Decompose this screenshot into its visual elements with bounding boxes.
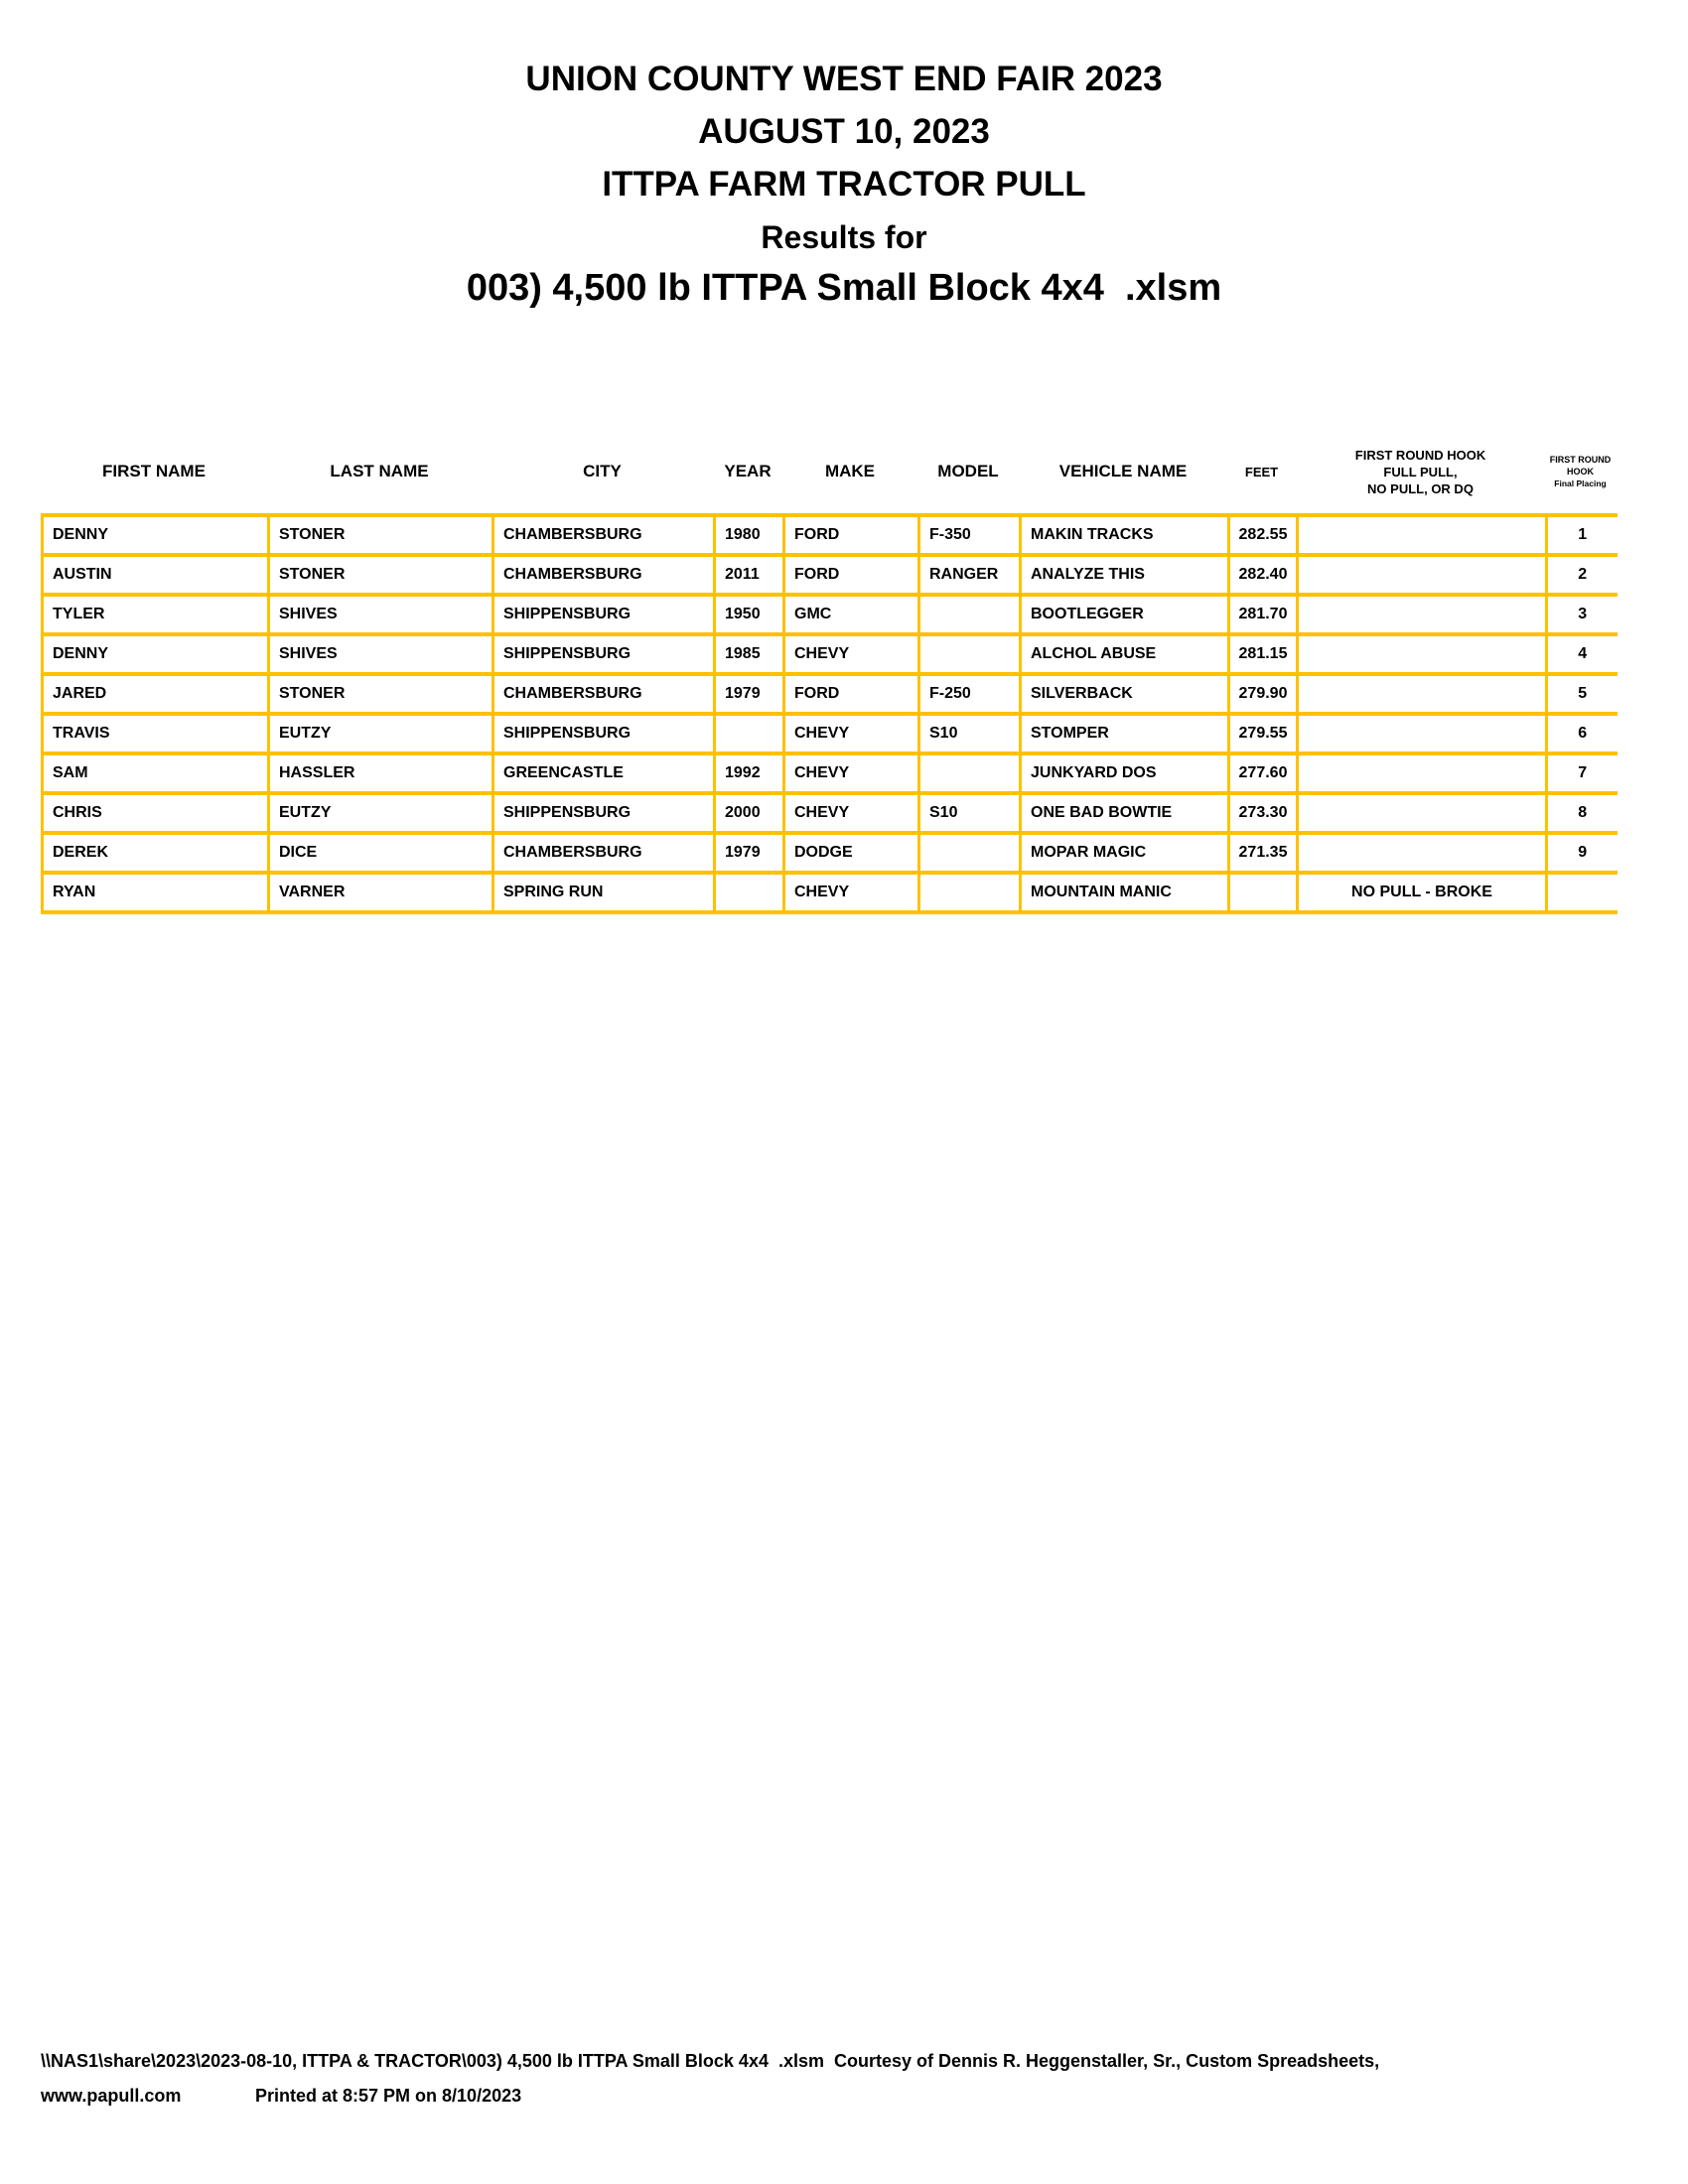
table-row bbox=[43, 595, 1618, 634]
cell-feet: 282.40 bbox=[1229, 555, 1298, 595]
cell-first-name: CHRIS bbox=[43, 793, 269, 833]
cell-city: SHIPPENSBURG bbox=[493, 595, 715, 634]
cell-final-placing: 8 bbox=[1547, 793, 1618, 833]
cell-model: S10 bbox=[919, 793, 1021, 833]
cell-last-name: SHIVES bbox=[269, 595, 493, 634]
cell-final-placing: 4 bbox=[1547, 634, 1618, 674]
cell-first-name: RYAN bbox=[43, 873, 269, 912]
event-date: AUGUST 10, 2023 bbox=[698, 112, 990, 151]
cell-year: 2011 bbox=[715, 555, 784, 595]
cell-vehicle-name: ANALYZE THIS bbox=[1021, 555, 1229, 595]
cell-feet bbox=[1229, 873, 1298, 912]
event-title: UNION COUNTY WEST END FAIR 2023 bbox=[525, 60, 1163, 98]
cell-first-name: TRAVIS bbox=[43, 714, 269, 753]
cell-vehicle-name: MOPAR MAGIC bbox=[1021, 833, 1229, 873]
cell-feet: 273.30 bbox=[1229, 793, 1298, 833]
cell-first-name: SAM bbox=[43, 753, 269, 793]
results-section bbox=[41, 435, 1616, 914]
cell-last-name: HASSLER bbox=[269, 753, 493, 793]
cell-vehicle-name: MOUNTAIN MANIC bbox=[1021, 873, 1229, 912]
cell-make: FORD bbox=[784, 674, 919, 714]
cell-final-placing: 1 bbox=[1547, 515, 1618, 555]
table-row bbox=[43, 555, 1618, 595]
cell-first-round-hook bbox=[1298, 515, 1547, 555]
cell-city: CHAMBERSBURG bbox=[493, 833, 715, 873]
column-header-make: MAKE bbox=[824, 462, 876, 480]
cell-feet: 271.35 bbox=[1229, 833, 1298, 873]
cell-year: 2000 bbox=[715, 793, 784, 833]
cell-year: 1980 bbox=[715, 515, 784, 555]
cell-make: FORD bbox=[784, 515, 919, 555]
cell-vehicle-name: SILVERBACK bbox=[1021, 674, 1229, 714]
cell-vehicle-name: ALCHOL ABUSE bbox=[1021, 634, 1229, 674]
column-header-city: CITY bbox=[583, 462, 622, 480]
cell-vehicle-name: MAKIN TRACKS bbox=[1021, 515, 1229, 555]
cell-model: F-250 bbox=[919, 674, 1021, 714]
column-header-first-name: FIRST NAME bbox=[102, 462, 206, 480]
cell-city: SHIPPENSBURG bbox=[493, 793, 715, 833]
class-title: 003) 4,500 lb ITTPA Small Block 4x4 .xlsm bbox=[466, 267, 1222, 309]
column-header-final-placing bbox=[1545, 454, 1616, 489]
cell-last-name: STONER bbox=[269, 515, 493, 555]
cell-city: GREENCASTLE bbox=[493, 753, 715, 793]
first-round-hook-label-line2: FULL PULL, bbox=[1383, 464, 1458, 479]
cell-first-round-hook bbox=[1298, 753, 1547, 793]
cell-year: 1985 bbox=[715, 634, 784, 674]
cell-year bbox=[715, 873, 784, 912]
column-header-first-round-hook bbox=[1296, 447, 1545, 497]
cell-make: CHEVY bbox=[784, 873, 919, 912]
cell-make: CHEVY bbox=[784, 793, 919, 833]
cell-make: CHEVY bbox=[784, 753, 919, 793]
cell-city: SHIPPENSBURG bbox=[493, 714, 715, 753]
final-placing-label-line2: HOOK bbox=[1567, 467, 1594, 477]
cell-first-round-hook bbox=[1298, 714, 1547, 753]
cell-first-name: TYLER bbox=[43, 595, 269, 634]
cell-last-name: VARNER bbox=[269, 873, 493, 912]
website-text: www.papull.com bbox=[41, 2086, 182, 2106]
column-header-vehicle-name: VEHICLE NAME bbox=[1058, 462, 1188, 480]
table-row bbox=[43, 634, 1618, 674]
cell-first-round-hook bbox=[1298, 595, 1547, 634]
first-round-hook-label-line3: NO PULL, OR DQ bbox=[1367, 480, 1474, 496]
cell-last-name: STONER bbox=[269, 555, 493, 595]
cell-make: CHEVY bbox=[784, 714, 919, 753]
cell-final-placing: 5 bbox=[1547, 674, 1618, 714]
cell-model bbox=[919, 595, 1021, 634]
cell-last-name: STONER bbox=[269, 674, 493, 714]
printed-timestamp: Printed at 8:57 PM on 8/10/2023 bbox=[255, 2086, 522, 2106]
table-row bbox=[43, 793, 1618, 833]
cell-make: FORD bbox=[784, 555, 919, 595]
pull-title: ITTPA FARM TRACTOR PULL bbox=[602, 165, 1086, 204]
table-row bbox=[43, 753, 1618, 793]
cell-model: S10 bbox=[919, 714, 1021, 753]
cell-city: SPRING RUN bbox=[493, 873, 715, 912]
cell-first-round-hook bbox=[1298, 634, 1547, 674]
table-row bbox=[43, 833, 1618, 873]
column-header-feet: FEET bbox=[1244, 464, 1279, 479]
cell-make: CHEVY bbox=[784, 634, 919, 674]
first-round-hook-label-line1: FIRST ROUND HOOK bbox=[1354, 447, 1486, 463]
cell-model: RANGER bbox=[919, 555, 1021, 595]
cell-final-placing: 7 bbox=[1547, 753, 1618, 793]
cell-first-name: DENNY bbox=[43, 634, 269, 674]
cell-city: CHAMBERSBURG bbox=[493, 674, 715, 714]
column-header-year: YEAR bbox=[724, 462, 772, 480]
cell-first-round-hook bbox=[1298, 793, 1547, 833]
cell-model bbox=[919, 873, 1021, 912]
cell-year: 1950 bbox=[715, 595, 784, 634]
cell-vehicle-name: JUNKYARD DOS bbox=[1021, 753, 1229, 793]
cell-feet: 279.55 bbox=[1229, 714, 1298, 753]
table-row bbox=[43, 714, 1618, 753]
cell-final-placing bbox=[1547, 873, 1618, 912]
cell-first-name: JARED bbox=[43, 674, 269, 714]
cell-first-round-hook: NO PULL - BROKE bbox=[1298, 873, 1547, 912]
cell-feet: 277.60 bbox=[1229, 753, 1298, 793]
cell-final-placing: 2 bbox=[1547, 555, 1618, 595]
column-header-model: MODEL bbox=[937, 462, 999, 480]
cell-last-name: SHIVES bbox=[269, 634, 493, 674]
cell-first-round-hook bbox=[1298, 833, 1547, 873]
cell-final-placing: 3 bbox=[1547, 595, 1618, 634]
final-placing-label-line3: Final Placing bbox=[1554, 478, 1607, 488]
file-path-credit: \\NAS1\share\2023\2023-08-10, ITTPA & TRACTOR\003) 4,500 lb ITTPA Small Block 4x4 .xlsm Courtesy of Dennis R. Heggenstaller, Sr., Custom Spreadsheets, bbox=[41, 2051, 1380, 2071]
cell-year: 1979 bbox=[715, 833, 784, 873]
cell-first-round-hook bbox=[1298, 555, 1547, 595]
cell-feet: 279.90 bbox=[1229, 674, 1298, 714]
column-header-row bbox=[41, 435, 1616, 508]
cell-model bbox=[919, 833, 1021, 873]
results-table-body bbox=[43, 515, 1618, 912]
table-row bbox=[43, 873, 1618, 912]
cell-feet: 282.55 bbox=[1229, 515, 1298, 555]
cell-first-name: DENNY bbox=[43, 515, 269, 555]
final-placing-label-line1: FIRST ROUND bbox=[1549, 455, 1612, 465]
cell-make: GMC bbox=[784, 595, 919, 634]
cell-city: CHAMBERSBURG bbox=[493, 515, 715, 555]
table-row bbox=[43, 674, 1618, 714]
cell-model bbox=[919, 753, 1021, 793]
table-row bbox=[43, 515, 1618, 555]
cell-first-name: AUSTIN bbox=[43, 555, 269, 595]
cell-city: SHIPPENSBURG bbox=[493, 634, 715, 674]
cell-year: 1992 bbox=[715, 753, 784, 793]
cell-first-round-hook bbox=[1298, 674, 1547, 714]
cell-year bbox=[715, 714, 784, 753]
results-table bbox=[41, 513, 1618, 914]
cell-feet: 281.15 bbox=[1229, 634, 1298, 674]
cell-make: DODGE bbox=[784, 833, 919, 873]
cell-final-placing: 9 bbox=[1547, 833, 1618, 873]
cell-model bbox=[919, 634, 1021, 674]
cell-last-name: EUTZY bbox=[269, 793, 493, 833]
cell-vehicle-name: STOMPER bbox=[1021, 714, 1229, 753]
cell-last-name: EUTZY bbox=[269, 714, 493, 753]
cell-last-name: DICE bbox=[269, 833, 493, 873]
cell-city: CHAMBERSBURG bbox=[493, 555, 715, 595]
cell-first-name: DEREK bbox=[43, 833, 269, 873]
results-label: Results for bbox=[761, 219, 927, 255]
cell-vehicle-name: ONE BAD BOWTIE bbox=[1021, 793, 1229, 833]
cell-year: 1979 bbox=[715, 674, 784, 714]
cell-model: F-350 bbox=[919, 515, 1021, 555]
cell-final-placing: 6 bbox=[1547, 714, 1618, 753]
cell-feet: 281.70 bbox=[1229, 595, 1298, 634]
column-header-last-name: LAST NAME bbox=[330, 462, 429, 480]
cell-vehicle-name: BOOTLEGGER bbox=[1021, 595, 1229, 634]
